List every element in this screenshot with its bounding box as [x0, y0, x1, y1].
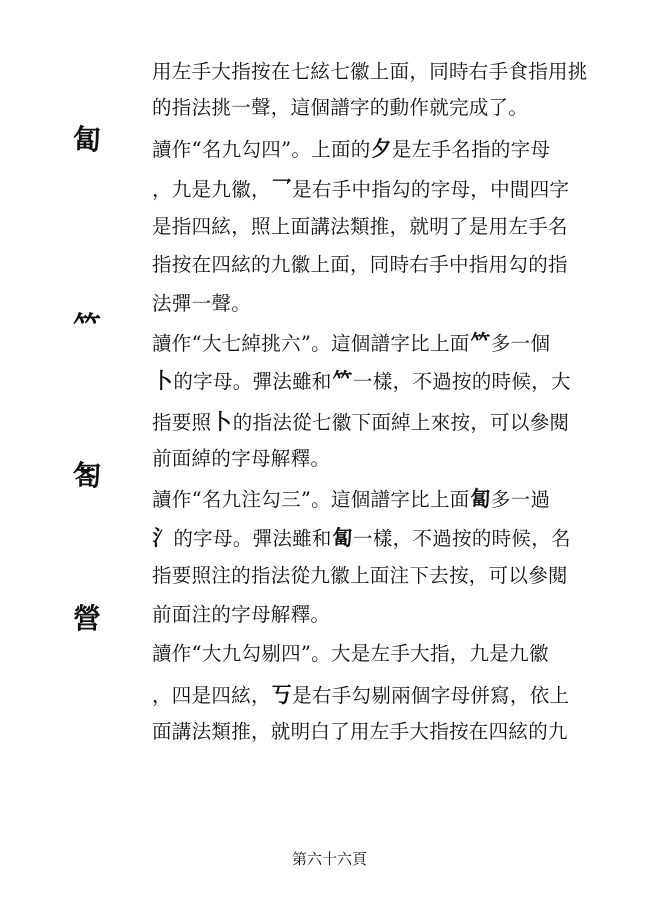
inline-tablature-glyph: 卜 — [152, 368, 173, 393]
text-line — [152, 411, 569, 433]
tablature-glyph: 𥫗 — [72, 310, 101, 343]
text-run: 多一個 — [490, 332, 551, 355]
text-line — [152, 138, 550, 160]
text-run: 是左手名指的字母 — [391, 138, 551, 161]
text-run: ，九是九徽， — [152, 178, 271, 201]
text-run: 讀作“大七綽挑六”。這個譜字比上面 — [152, 332, 470, 355]
inline-tablature-glyph: 匐 — [470, 486, 491, 511]
text-run: ，四是四絃， — [152, 684, 271, 707]
text-line — [152, 294, 251, 314]
text-line — [152, 644, 549, 664]
page-number: 第六十六頁 — [291, 850, 367, 868]
text-run: 一樣，不過按的時候，大 — [353, 370, 571, 393]
text-line — [152, 217, 568, 237]
text-line — [152, 62, 588, 82]
inline-tablature-glyph: 𥫗 — [332, 368, 353, 393]
text-line — [152, 488, 550, 510]
text-line — [152, 605, 330, 625]
inline-tablature-glyph: 夕 — [371, 136, 392, 161]
text-line — [152, 684, 569, 706]
text-line — [152, 178, 569, 200]
text-run: 前面綽的字母解釋。 — [152, 447, 331, 470]
inline-tablature-glyph: 匐 — [332, 525, 353, 550]
text-line — [152, 332, 550, 354]
text-line — [152, 255, 568, 275]
inline-tablature-glyph: 氵 — [152, 525, 173, 550]
text-line — [152, 98, 528, 118]
text-run: 是右手中指勾的字母，中間四字 — [292, 178, 570, 201]
tablature-glyph: 匒 — [72, 459, 101, 492]
text-run: 是右手勾剔兩個字母併寫，依上 — [292, 684, 570, 707]
text-line — [152, 370, 571, 392]
text-run: 是指四絃，照上面講法類推，就明了是用左手名 — [152, 215, 568, 238]
text-run: 面講法類推，就明白了用左手大指按在四絃的九 — [152, 720, 568, 743]
text-run: 前面注的字母解釋。 — [152, 603, 331, 626]
text-run: 指按在四絃的九徽上面，同時右手中指用勾的指 — [152, 253, 568, 276]
text-run: 讀作“名九勾四”。上面的 — [152, 138, 371, 161]
inline-tablature-glyph: 丂 — [271, 682, 292, 707]
text-run: 的指法挑一聲，這個譜字的動作就完成了。 — [152, 96, 529, 119]
text-line — [152, 449, 330, 469]
inline-tablature-glyph: 𥫗 — [470, 330, 491, 355]
text-line — [152, 722, 568, 742]
text-run: 讀作“名九注勾三”。這個譜字比上面 — [152, 488, 470, 511]
text-line — [152, 527, 571, 549]
text-run: 多一過 — [490, 488, 551, 511]
text-run: 指要照 — [152, 411, 212, 434]
tablature-glyph: 營 — [72, 602, 101, 635]
text-run: 指要照注的指法從九徽上面注下去按，可以參閱 — [152, 564, 568, 587]
text-run: 讀作“大九勾剔四”。大是左手大指，九是九徽 — [152, 642, 549, 665]
text-run: 一樣，不過按的時候，名 — [353, 527, 571, 550]
inline-tablature-glyph: 乛 — [271, 176, 292, 201]
text-run: 法彈一聲。 — [152, 292, 252, 315]
text-run: 的指法從七徽下面綽上來按，可以參閱 — [232, 411, 570, 434]
text-run: 的字母。彈法雖和 — [173, 527, 332, 550]
text-line — [152, 566, 568, 586]
tablature-glyph: 匐 — [72, 123, 101, 156]
text-run: 用左手大指按在七絃七徽上面，同時右手食指用挑 — [152, 60, 588, 83]
text-run: 的字母。彈法雖和 — [173, 370, 332, 393]
inline-tablature-glyph: 卜 — [211, 409, 233, 434]
